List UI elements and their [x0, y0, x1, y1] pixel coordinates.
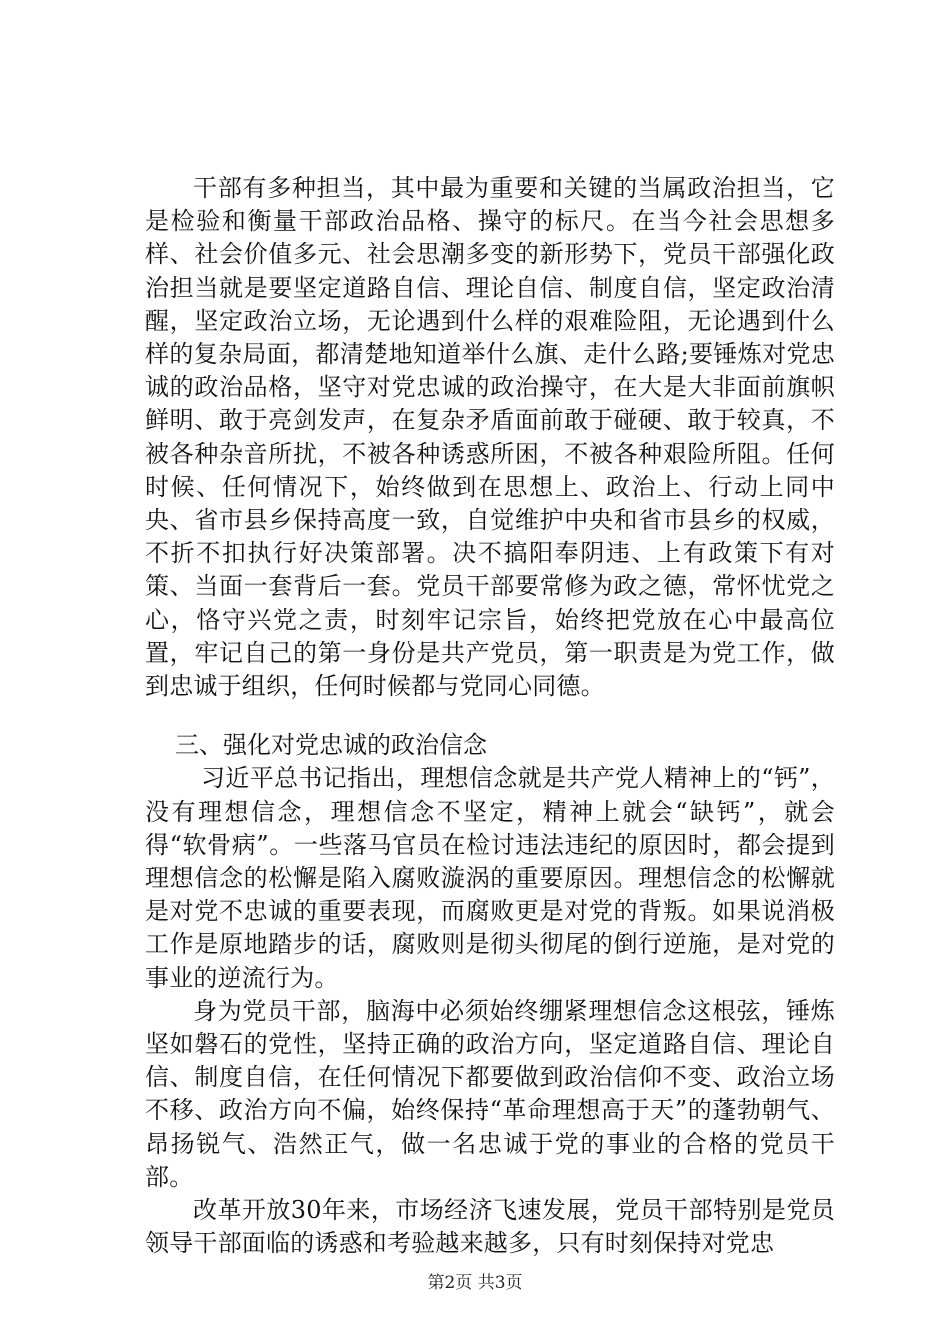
paragraph-ideals-beliefs: 习近平总书记指出，理想信念就是共产党人精神上的“钙”，没有理想信念，理想信念不坚定，精神上就会“缺钙”，就会得“软骨病”。一些落马官员在检讨违法违纪的原因时，都会提到理想信念的松懈是陷入腐败漩涡的重要原因。理想信念的松懈就是对党不忠诚的重要表现，而腐败更是对党的背叛。如果说消极工作是原地踏步的话，腐败则是彻头彻尾的倒行逆施，是对党的事业的逆流行为。	[145, 764, 835, 992]
paragraph-party-cadre: 身为党员干部，脑海中必须始终绷紧理想信念这根弦，锤炼坚如磐石的党性，坚持正确的政治方向，坚定道路自信、理论自信、制度自信，在任何情况下都要做到政治信仰不变、政治立场不移、政治方向不偏，始终保持“革命理想高于天”的蓬勃朝气、昂扬锐气、浩然正气，做一名忠诚于党的事业的合格的党员干部。	[145, 996, 835, 1191]
paragraph-reform-opening: 改革开放30年来，市场经济飞速发展，党员干部特别是党员领导干部面临的诱惑和考验越来越多，只有时刻保持对党忠	[145, 1196, 835, 1258]
document-body	[145, 172, 835, 1261]
page-footer: 第2页 共3页	[427, 1273, 523, 1293]
section-heading: 三、强化对党忠诚的政治信念	[175, 731, 487, 760]
paragraph-political-responsibility: 干部有多种担当，其中最为重要和关键的当属政治担当，它是检验和衡量干部政治品格、操守的标尺。在当今社会思想多样、社会价值多元、社会思潮多变的新形势下，党员干部强化政治担当就是要坚定道路自信、理论自信、制度自信，坚定政治清醒，坚定政治立场，无论遇到什么样的艰难险阻，无论遇到什么样的复杂局面，都清楚地知道举什么旗、走什么路;要锤炼对党忠诚的政治品格，坚守对党忠诚的政治操守，在大是大非面前旗帜鲜明、敢于亮剑发声，在复杂矛盾面前敢于碰硬、敢于较真，不被各种杂音所扰，不被各种诱惑所困，不被各种艰险所阻。任何时候、任何情况下，始终做到在思想上、政治上、行动上同中央、省市县乡保持高度一致，自觉维护中央和省市县乡的权威，不折不扣执行好决策部署。决不搞阳奉阴违、上有政策下有对策、当面一套背后一套。党员干部要常修为政之德，常怀忧党之心，恪守兴党之责，时刻牢记宗旨，始终把党放在心中最高位置，牢记自己的第一身份是共产党员，第一职责是为党工作，做到忠诚于组织，任何时候都与党同心同德。	[145, 174, 835, 701]
paragraph-gap	[145, 703, 835, 729]
